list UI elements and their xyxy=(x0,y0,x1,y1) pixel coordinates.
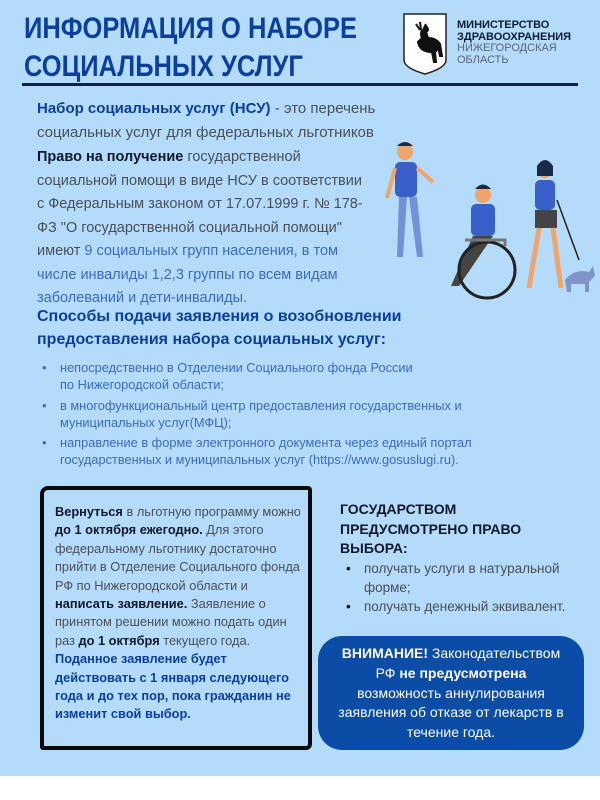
people-with-disabilities-illustration xyxy=(365,140,595,325)
choice-list xyxy=(342,559,582,616)
ministry-line: ОБЛАСТЬ xyxy=(457,53,509,66)
page-title xyxy=(24,10,357,86)
list-item: • направление в форме электронного документа через единый портал государственных и муниципальных услуг (https://www.gosuslugi.ru). xyxy=(38,434,508,469)
eligibility-text: государственной социальной помощи в виде НСУ в соответствии с Федеральным законом от 17.07.1999 г. № 178-ФЗ "О государственной социальной помощи" имеют xyxy=(37,149,363,259)
coat-of-arms-deer-icon xyxy=(402,12,448,76)
warning-label: ВНИМАНИЕ! xyxy=(341,645,429,661)
bold-text: написать заявление. xyxy=(55,596,188,612)
text: Для этого федеральному льготнику достаточно прийти в Отделение Социального фонда РФ по Нижегородской области и xyxy=(55,522,300,593)
intro-paragraph xyxy=(37,97,387,145)
bold-text: до 1 октября xyxy=(78,632,160,648)
bold-text: не предусмотрена xyxy=(399,664,527,681)
methods-list xyxy=(38,359,558,472)
choice-heading: ГОСУДАРСТВОМ ПРЕДУСМОТРЕНО ПРАВО ВЫБОРА: xyxy=(340,501,522,556)
ministry-line: ЗДРАВООХРАНЕНИЯ xyxy=(457,30,572,43)
intro-term: Набор социальных услуг (НСУ) xyxy=(37,100,271,117)
text: в льготную программу можно xyxy=(122,504,301,519)
eligibility-paragraph xyxy=(37,146,367,311)
warning-box xyxy=(318,636,584,750)
ministry-line: МИНИСТЕРСТВО xyxy=(457,19,550,31)
text: текущего года. xyxy=(159,632,251,648)
text: Заявление о принятом решении можно подать один раз xyxy=(55,596,287,648)
text: Законодательством РФ xyxy=(375,645,561,681)
list-item: • получать денежный эквивалент. xyxy=(342,597,582,616)
eligibility-bold: Право на получение xyxy=(37,149,184,165)
validity-note: Поданное заявление будет действовать с 1 января следующего года и до тех пор, пока гражданин не изменит свой выбор. xyxy=(55,651,291,722)
title-line: ИНФОРМАЦИЯ О НАБОРЕ xyxy=(24,12,357,45)
return-info-text xyxy=(55,503,305,724)
list-item: • непосредственно в Отделении Социального фонда России по Нижегородской области; xyxy=(38,359,418,394)
ministry-name xyxy=(457,20,571,66)
list-item: • в многофункциональный центр предоставления государственных и муниципальных услуг(МФЦ); xyxy=(38,397,488,432)
text: возможность аннулирования заявления об отказе от лекарств в течение года. xyxy=(338,684,564,741)
title-line: СОЦИАЛЬНЫХ УСЛУГ xyxy=(24,50,303,83)
divider xyxy=(22,83,578,86)
bold-text: Вернуться xyxy=(55,504,123,519)
methods-heading: Способы подачи заявления о возобновлении предоставления набора социальных услуг: xyxy=(37,308,402,348)
intro-text: - это перечень социальных услуг для федеральных льготников xyxy=(37,100,376,141)
ministry-line: НИЖЕГОРОДСКАЯ xyxy=(457,42,557,54)
list-item: • получать услуги в натуральной форме; xyxy=(342,559,582,597)
bold-text: до 1 октября ежегодно. xyxy=(55,522,203,538)
eligibility-groups: 9 социальных групп населения, в том числе инвалиды 1,2,3 группы по всем видам заболеваний и дети-инвалиды. xyxy=(37,243,338,306)
